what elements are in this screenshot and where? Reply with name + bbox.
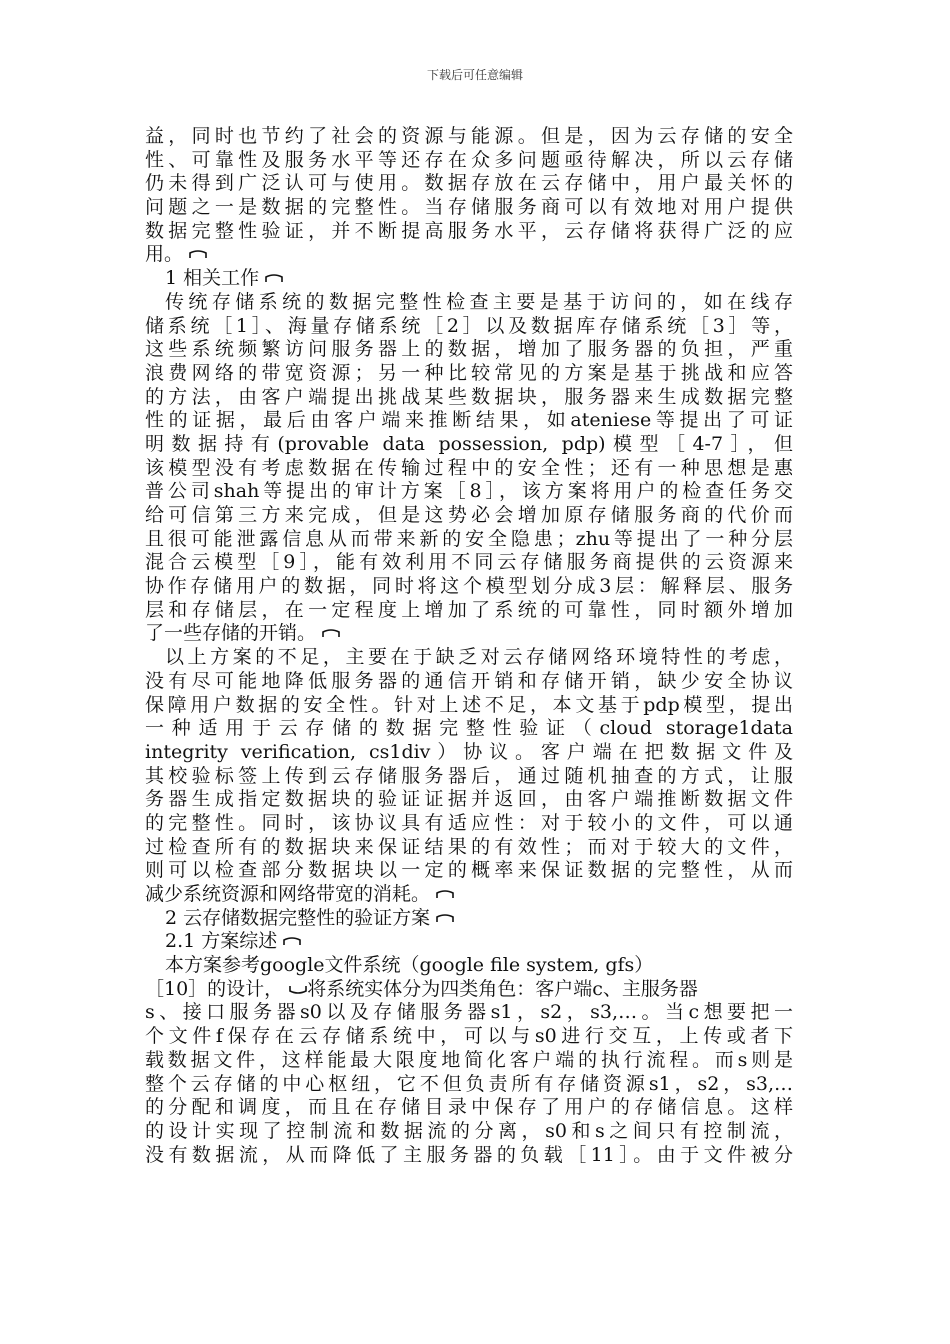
line-text: ［10］的设计， [145,977,284,1000]
line-text: 混合云模型［9］，能有效利用不同云存储服务商提供的云资源来 [145,551,793,574]
text-line [145,315,793,339]
text-line [145,267,793,291]
text-line [145,125,793,149]
text-line [145,243,793,267]
line-text: s、接口服务器s0以及存储服务器s1，s2，s3,…。当c想要把一 [145,1001,793,1024]
line-text: 一种适用于云存储的数据完整性验证（cloud storage1data [145,717,793,740]
line-text: 了一些存储的开销。 [145,622,317,645]
line-text: 1 相关工作 [165,267,260,290]
line-text: 个文件f保存在云存储系统中，可以与s0进行交互，上传或者下 [145,1025,793,1048]
text-line [145,196,793,220]
paragraph-mark-icon [283,937,301,946]
line-text: 该模型没有考虑数据在传输过程中的安全性；还有一种思想是惠 [145,456,793,479]
line-text: 务器生成指定数据块的验证证据并返回，由客户端推断数据文件 [145,788,793,811]
line-text: 这些系统频繁访问服务器上的数据，增加了服务器的负担，严重 [145,338,793,361]
line-text: 益，同时也节约了社会的资源与能源。但是，因为云存储的安全 [145,125,793,147]
line-text: 保障用户数据的安全性。针对上述不足，本文基于pdp模型，提出 [145,693,793,716]
line-text: 性的证据，最后由客户端来推断结果，如ateniese等提出了可证 [145,409,793,432]
line-text: 数据完整性验证，并不断提高服务水平，云存储将获得广泛的应 [145,219,793,242]
line-text: 仍未得到广泛认可与使用。数据存放在云存储中，用户最关怀的 [145,172,793,195]
line-text: 2.1 方案综述 [165,930,278,953]
header-text: 下载后可任意编辑 [426,68,523,82]
text-line [145,599,793,623]
text-line [145,930,793,954]
text-line [145,859,793,883]
text-line [145,551,793,575]
line-text-continued: 将系统实体分为四类角色：客户端c、主服务器 [307,977,698,1000]
line-text: 2 云存储数据完整性的验证方案 [165,906,431,929]
text-line [145,765,793,789]
line-text: 用。 [145,243,184,266]
text-line [145,883,793,907]
line-text: 且很可能泄露信息从而带来新的安全隐患；zhu等提出了一种分层 [145,527,793,550]
text-line [145,646,793,670]
text-line [145,1073,793,1097]
text-line [145,528,793,552]
paragraph-mark-icon [265,274,283,283]
text-line [145,338,793,362]
text-line [145,457,793,481]
edit-mark-up-icon [289,985,307,994]
line-text: 明数据持有(provable data possession, pdp)模型［4-7］，但 [145,432,793,455]
line-text: 本方案参考google文件系统（google file system, gfs） [165,954,654,977]
text-line [145,954,793,978]
text-line [145,1001,793,1025]
text-line [145,1049,793,1073]
text-line [145,409,793,433]
text-line [145,1096,793,1120]
text-line [145,788,793,812]
line-text: integrity verification, cs1div）协议。客户端在把数据文件及 [145,740,793,763]
text-line [145,575,793,599]
text-line [145,480,793,504]
line-text: 协作存储用户的数据，同时将这个模型划分成3层：解释层、服务 [145,575,793,598]
text-line [145,717,793,741]
text-line [145,220,793,244]
paragraph-mark-icon [436,914,454,923]
text-line [145,1144,793,1168]
line-text: 给可信第三方来完成，但是这势必会增加原存储服务商的代价而 [145,504,793,526]
paragraph-mark-icon [436,890,454,899]
text-line [145,836,793,860]
text-line [145,812,793,836]
text-line [145,741,793,765]
text-line [145,149,793,173]
line-text: 储系统［1］、海量存储系统［2］以及数据库存储系统［3］等， [145,314,793,337]
text-line [145,694,793,718]
line-text: 以上方案的不足，主要在于缺乏对云存储网络环境特性的考虑， [165,646,793,669]
line-text: 普公司shah等提出的审计方案［8］，该方案将用户的检查任务交 [145,480,793,503]
paragraph-mark-icon [189,250,207,259]
line-text: 减少系统资源和网络带宽的消耗。 [145,883,431,905]
text-line [145,386,793,410]
line-text: 层和存储层，在一定程度上增加了系统的可靠性，同时额外增加 [145,598,793,621]
paragraph-mark-icon [322,629,340,638]
line-text: 浪费网络的带宽资源；另一种比较常见的方案是基于挑战和应答 [145,361,793,384]
text-line [145,362,793,386]
text-line [145,504,793,528]
line-text: 载数据文件，这样能最大限度地简化客户端的执行流程。而s则是 [145,1048,793,1071]
text-line [145,172,793,196]
line-text: 的设计实现了控制流和数据流的分离，s0和s之间只有控制流， [145,1119,793,1142]
text-line [145,622,793,646]
line-text: 的分配和调度，而且在存储目录中保存了用户的存储信息。这样 [145,1096,793,1119]
line-text: 问题之一是数据的完整性。当存储服务商可以有效地对用户提供 [145,196,793,219]
text-line [145,1025,793,1049]
text-line [145,670,793,694]
line-text: 的方法，由客户端提出挑战某些数据块，服务器来生成数据完整 [145,385,793,408]
text-line [145,978,793,1002]
text-line [145,907,793,931]
line-text: 其校验标签上传到云存储服务器后，通过随机抽查的方式，让服 [145,764,793,787]
line-text: 没有尽可能地降低服务器的通信开销和存储开销，缺少安全协议 [145,669,793,692]
line-text: 则可以检查部分数据块以一定的概率来保证数据的完整性，从而 [145,859,793,882]
text-line [145,1120,793,1144]
text-line [145,433,793,457]
line-text: 过检查所有的数据块来保证结果的有效性；而对于较大的文件， [145,835,793,858]
line-text: 性、可靠性及服务水平等还存在众多问题亟待解决，所以云存储 [145,148,793,171]
line-text: 没有数据流，从而降低了主服务器的负载［11］。由于文件被分 [145,1143,793,1166]
line-text: 整个云存储的中心枢纽，它不但负责所有存储资源s1，s2，s3,… [145,1072,793,1095]
text-line [145,291,793,315]
page-header [0,66,950,83]
document-body [145,125,793,1167]
line-text: 的完整性。同时，该协议具有适应性：对于较小的文件，可以通 [145,811,793,834]
line-text: 传统存储系统的数据完整性检查主要是基于访问的，如在线存 [165,290,793,313]
